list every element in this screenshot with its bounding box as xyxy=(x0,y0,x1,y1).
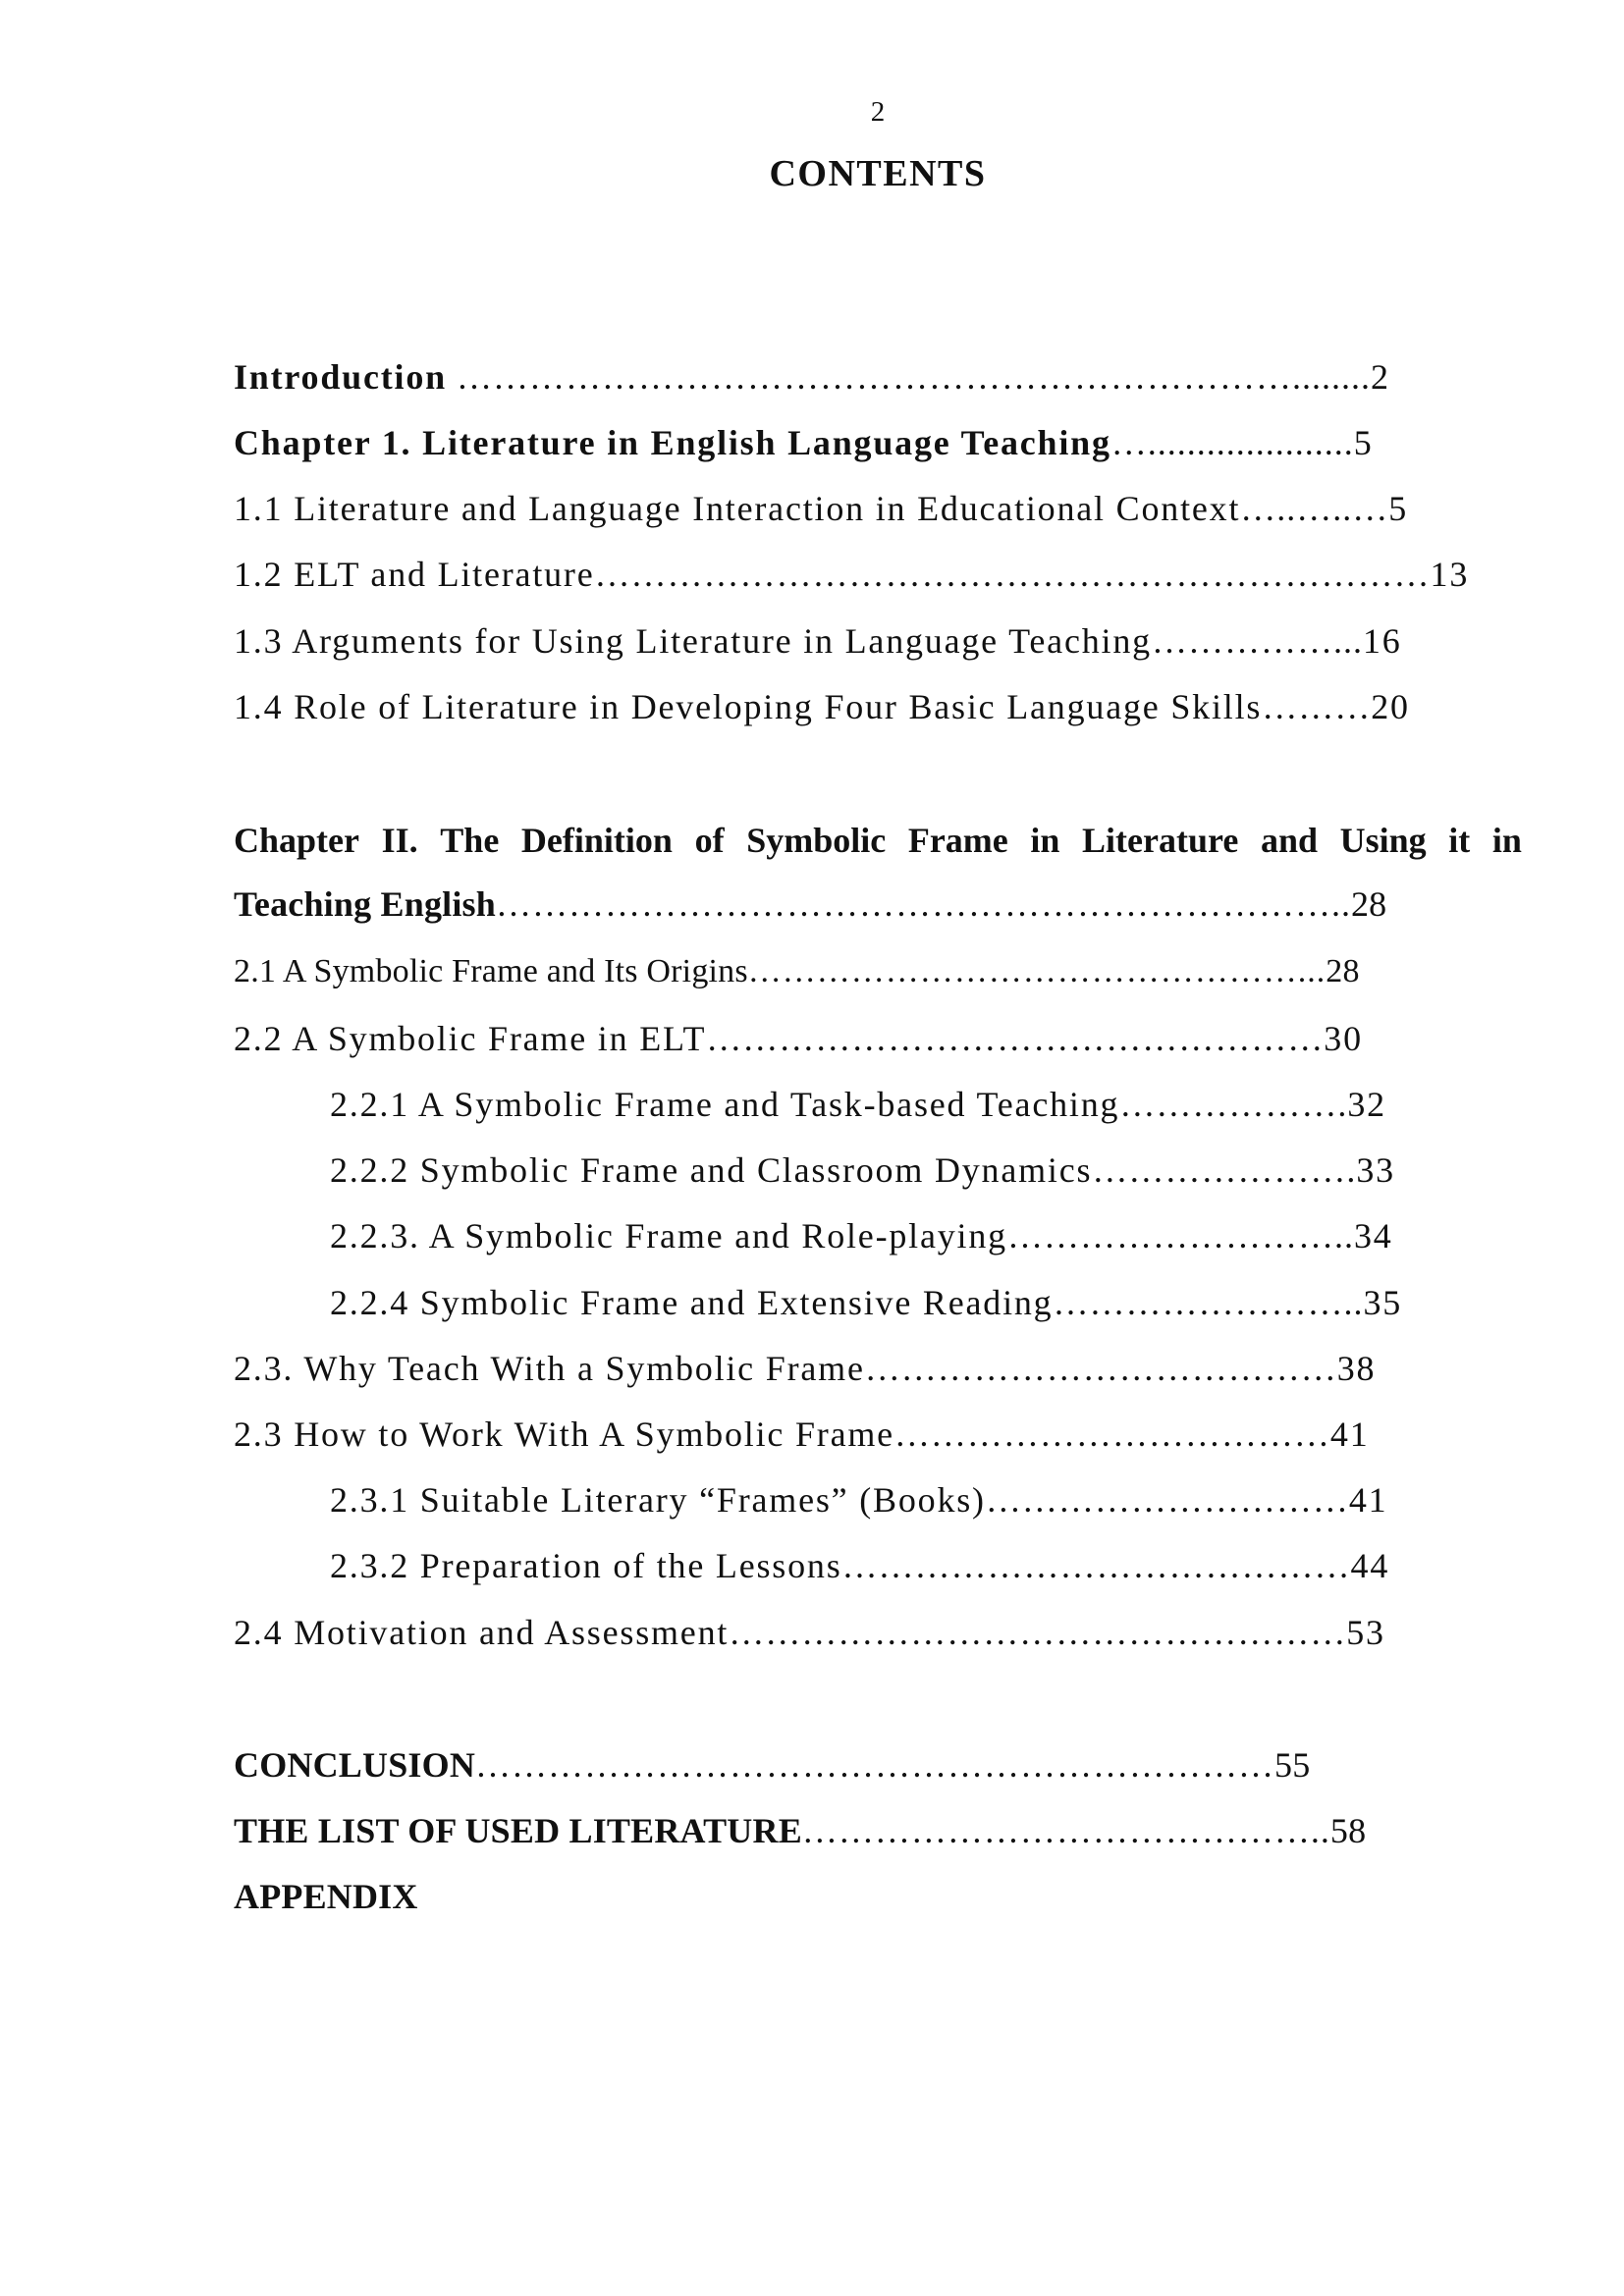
toc-label: 1.1 Literature and Language Interaction in Educational Context xyxy=(234,489,1241,528)
toc-entry-used-literature[interactable] xyxy=(234,1813,1366,1848)
toc-leader: ……… xyxy=(1262,687,1372,726)
toc-page: 32 xyxy=(1347,1085,1386,1124)
toc-leader: …………………………………………………………… xyxy=(594,555,1431,594)
toc-leader: ……………………………… xyxy=(893,1415,1330,1454)
toc-entry-1-1[interactable] xyxy=(234,491,1408,526)
toc-label: 2.1 A Symbolic Frame and Its Origins xyxy=(234,953,748,989)
page-number: 2 xyxy=(870,96,886,128)
toc-word: it xyxy=(1448,821,1471,860)
toc-entry-2-4[interactable] xyxy=(234,1615,1385,1650)
toc-page: 2 xyxy=(1370,357,1390,397)
toc-label: THE LIST OF USED LITERATURE xyxy=(234,1811,802,1850)
toc-entry-2-2-3[interactable] xyxy=(330,1218,1393,1254)
toc-page: 13 xyxy=(1430,555,1470,594)
toc-page: 16 xyxy=(1362,621,1402,661)
toc-label: 2.2 A Symbolic Frame in ELT xyxy=(234,1019,707,1058)
toc-label: 2.3.2 Preparation of the Lessons xyxy=(330,1546,842,1585)
toc-label: 2.4 Motivation and Assessment xyxy=(234,1613,730,1652)
toc-page: 35 xyxy=(1363,1283,1403,1322)
toc-leader: …………………………………………… xyxy=(729,1613,1347,1652)
toc-leader: …………………………………………………………….. xyxy=(495,884,1351,924)
toc-word: and xyxy=(1260,821,1318,860)
toc-leader: …………………………………… xyxy=(841,1546,1351,1585)
toc-entry-introduction[interactable] xyxy=(234,359,1390,395)
toc-label: 1.3 Arguments for Using Literature in Language Teaching xyxy=(234,621,1152,661)
toc-label: 2.3 How to Work With A Symbolic Frame xyxy=(234,1415,894,1454)
toc-page: 28 xyxy=(1350,884,1387,924)
toc-entry-2-3-2[interactable] xyxy=(330,1548,1389,1583)
toc-label: 1.2 ELT and Literature xyxy=(234,555,595,594)
toc-leader: ………………………………………………………… xyxy=(475,1745,1275,1785)
toc-leader: …………………………………………... xyxy=(747,953,1326,989)
toc-label: 2.2.4 Symbolic Frame and Extensive Reading xyxy=(330,1283,1054,1322)
toc-leader: …………………….. xyxy=(1053,1283,1364,1322)
toc-page: 30 xyxy=(1324,1019,1363,1058)
toc-label: 2.2.1 A Symbolic Frame and Task-based Teaching xyxy=(330,1085,1120,1124)
toc-page: 5 xyxy=(1353,423,1374,462)
toc-word: Chapter xyxy=(234,821,359,860)
toc-label: Introduction xyxy=(234,357,447,397)
toc-page: 28 xyxy=(1326,953,1360,989)
toc-leader: ……………………………………………………………........ xyxy=(446,357,1371,397)
toc-leader: ………………………………… xyxy=(864,1349,1337,1388)
toc-label: Teaching English xyxy=(234,884,496,924)
toc-entry-chapter-1[interactable] xyxy=(234,425,1374,460)
toc-leader: ………………………… xyxy=(985,1480,1349,1520)
toc-entry-appendix[interactable] xyxy=(234,1879,418,1914)
toc-entry-1-3[interactable] xyxy=(234,623,1402,659)
toc-entry-1-4[interactable] xyxy=(234,689,1410,724)
toc-entry-2-3-how[interactable] xyxy=(234,1416,1370,1452)
toc-page: 55 xyxy=(1274,1745,1311,1785)
toc-entry-2-2-4[interactable] xyxy=(330,1285,1402,1320)
toc-page: 44 xyxy=(1350,1546,1390,1585)
toc-entry-2-3-1[interactable] xyxy=(330,1482,1387,1518)
toc-entry-chapter-2-line-2[interactable] xyxy=(234,886,1386,922)
toc-word: in xyxy=(1491,821,1522,860)
toc-page: 34 xyxy=(1353,1216,1393,1255)
toc-label: 2.2.3. A Symbolic Frame and Role-playing xyxy=(330,1216,1007,1255)
toc-word: The xyxy=(440,821,500,860)
toc-label: APPENDIX xyxy=(234,1877,418,1916)
toc-page: 20 xyxy=(1371,687,1410,726)
toc-label: 2.3.1 Suitable Literary “Frames” (Books) xyxy=(330,1480,986,1520)
toc-page: 5 xyxy=(1388,489,1409,528)
toc-page: 41 xyxy=(1348,1480,1388,1520)
toc-entry-2-2-2[interactable] xyxy=(330,1152,1395,1188)
toc-label: CONCLUSION xyxy=(234,1745,476,1785)
toc-label: 2.3. Why Teach With a Symbolic Frame xyxy=(234,1349,865,1388)
toc-entry-conclusion[interactable] xyxy=(234,1747,1310,1783)
toc-entry-1-2[interactable] xyxy=(234,557,1469,592)
toc-label: Chapter 1. Literature in English Language Teaching xyxy=(234,423,1111,462)
toc-page: 53 xyxy=(1346,1613,1385,1652)
toc-entry-chapter-2-line-1[interactable] xyxy=(234,823,1522,858)
toc-word: of xyxy=(694,821,725,860)
toc-entry-2-2[interactable] xyxy=(234,1021,1363,1056)
toc-word: Frame xyxy=(907,821,1008,860)
toc-word: Literature xyxy=(1082,821,1239,860)
toc-leader: ………………. xyxy=(1119,1085,1348,1124)
toc-label: 2.2.2 Symbolic Frame and Classroom Dynamics xyxy=(330,1150,1093,1190)
toc-word: II. xyxy=(381,821,418,860)
toc-word: in xyxy=(1030,821,1060,860)
toc-entry-2-3-why[interactable] xyxy=(234,1351,1376,1386)
toc-page: 38 xyxy=(1336,1349,1377,1388)
toc-leader: ……………... xyxy=(1151,621,1363,661)
toc-leader: ……………………….. xyxy=(1006,1216,1354,1255)
toc-word: Definition xyxy=(520,821,673,860)
toc-leader: …..................... xyxy=(1110,423,1354,462)
page-title: CONTENTS xyxy=(769,153,987,194)
toc-leader: …………………………………………… xyxy=(706,1019,1325,1058)
toc-leader: …………………………………….. xyxy=(801,1811,1330,1850)
toc-leader: …………………. xyxy=(1092,1150,1357,1190)
toc-page: 41 xyxy=(1329,1415,1370,1454)
toc-entry-2-1[interactable] xyxy=(234,955,1360,988)
toc-page: 58 xyxy=(1329,1811,1367,1850)
toc-word: Symbolic xyxy=(746,821,887,860)
toc-leader: …..…..… xyxy=(1240,489,1389,528)
toc-word: Using xyxy=(1339,821,1427,860)
toc-entry-2-2-1[interactable] xyxy=(330,1087,1386,1122)
toc-label: 1.4 Role of Literature in Developing Four Basic Language Skills xyxy=(234,687,1263,726)
toc-page: 33 xyxy=(1356,1150,1395,1190)
